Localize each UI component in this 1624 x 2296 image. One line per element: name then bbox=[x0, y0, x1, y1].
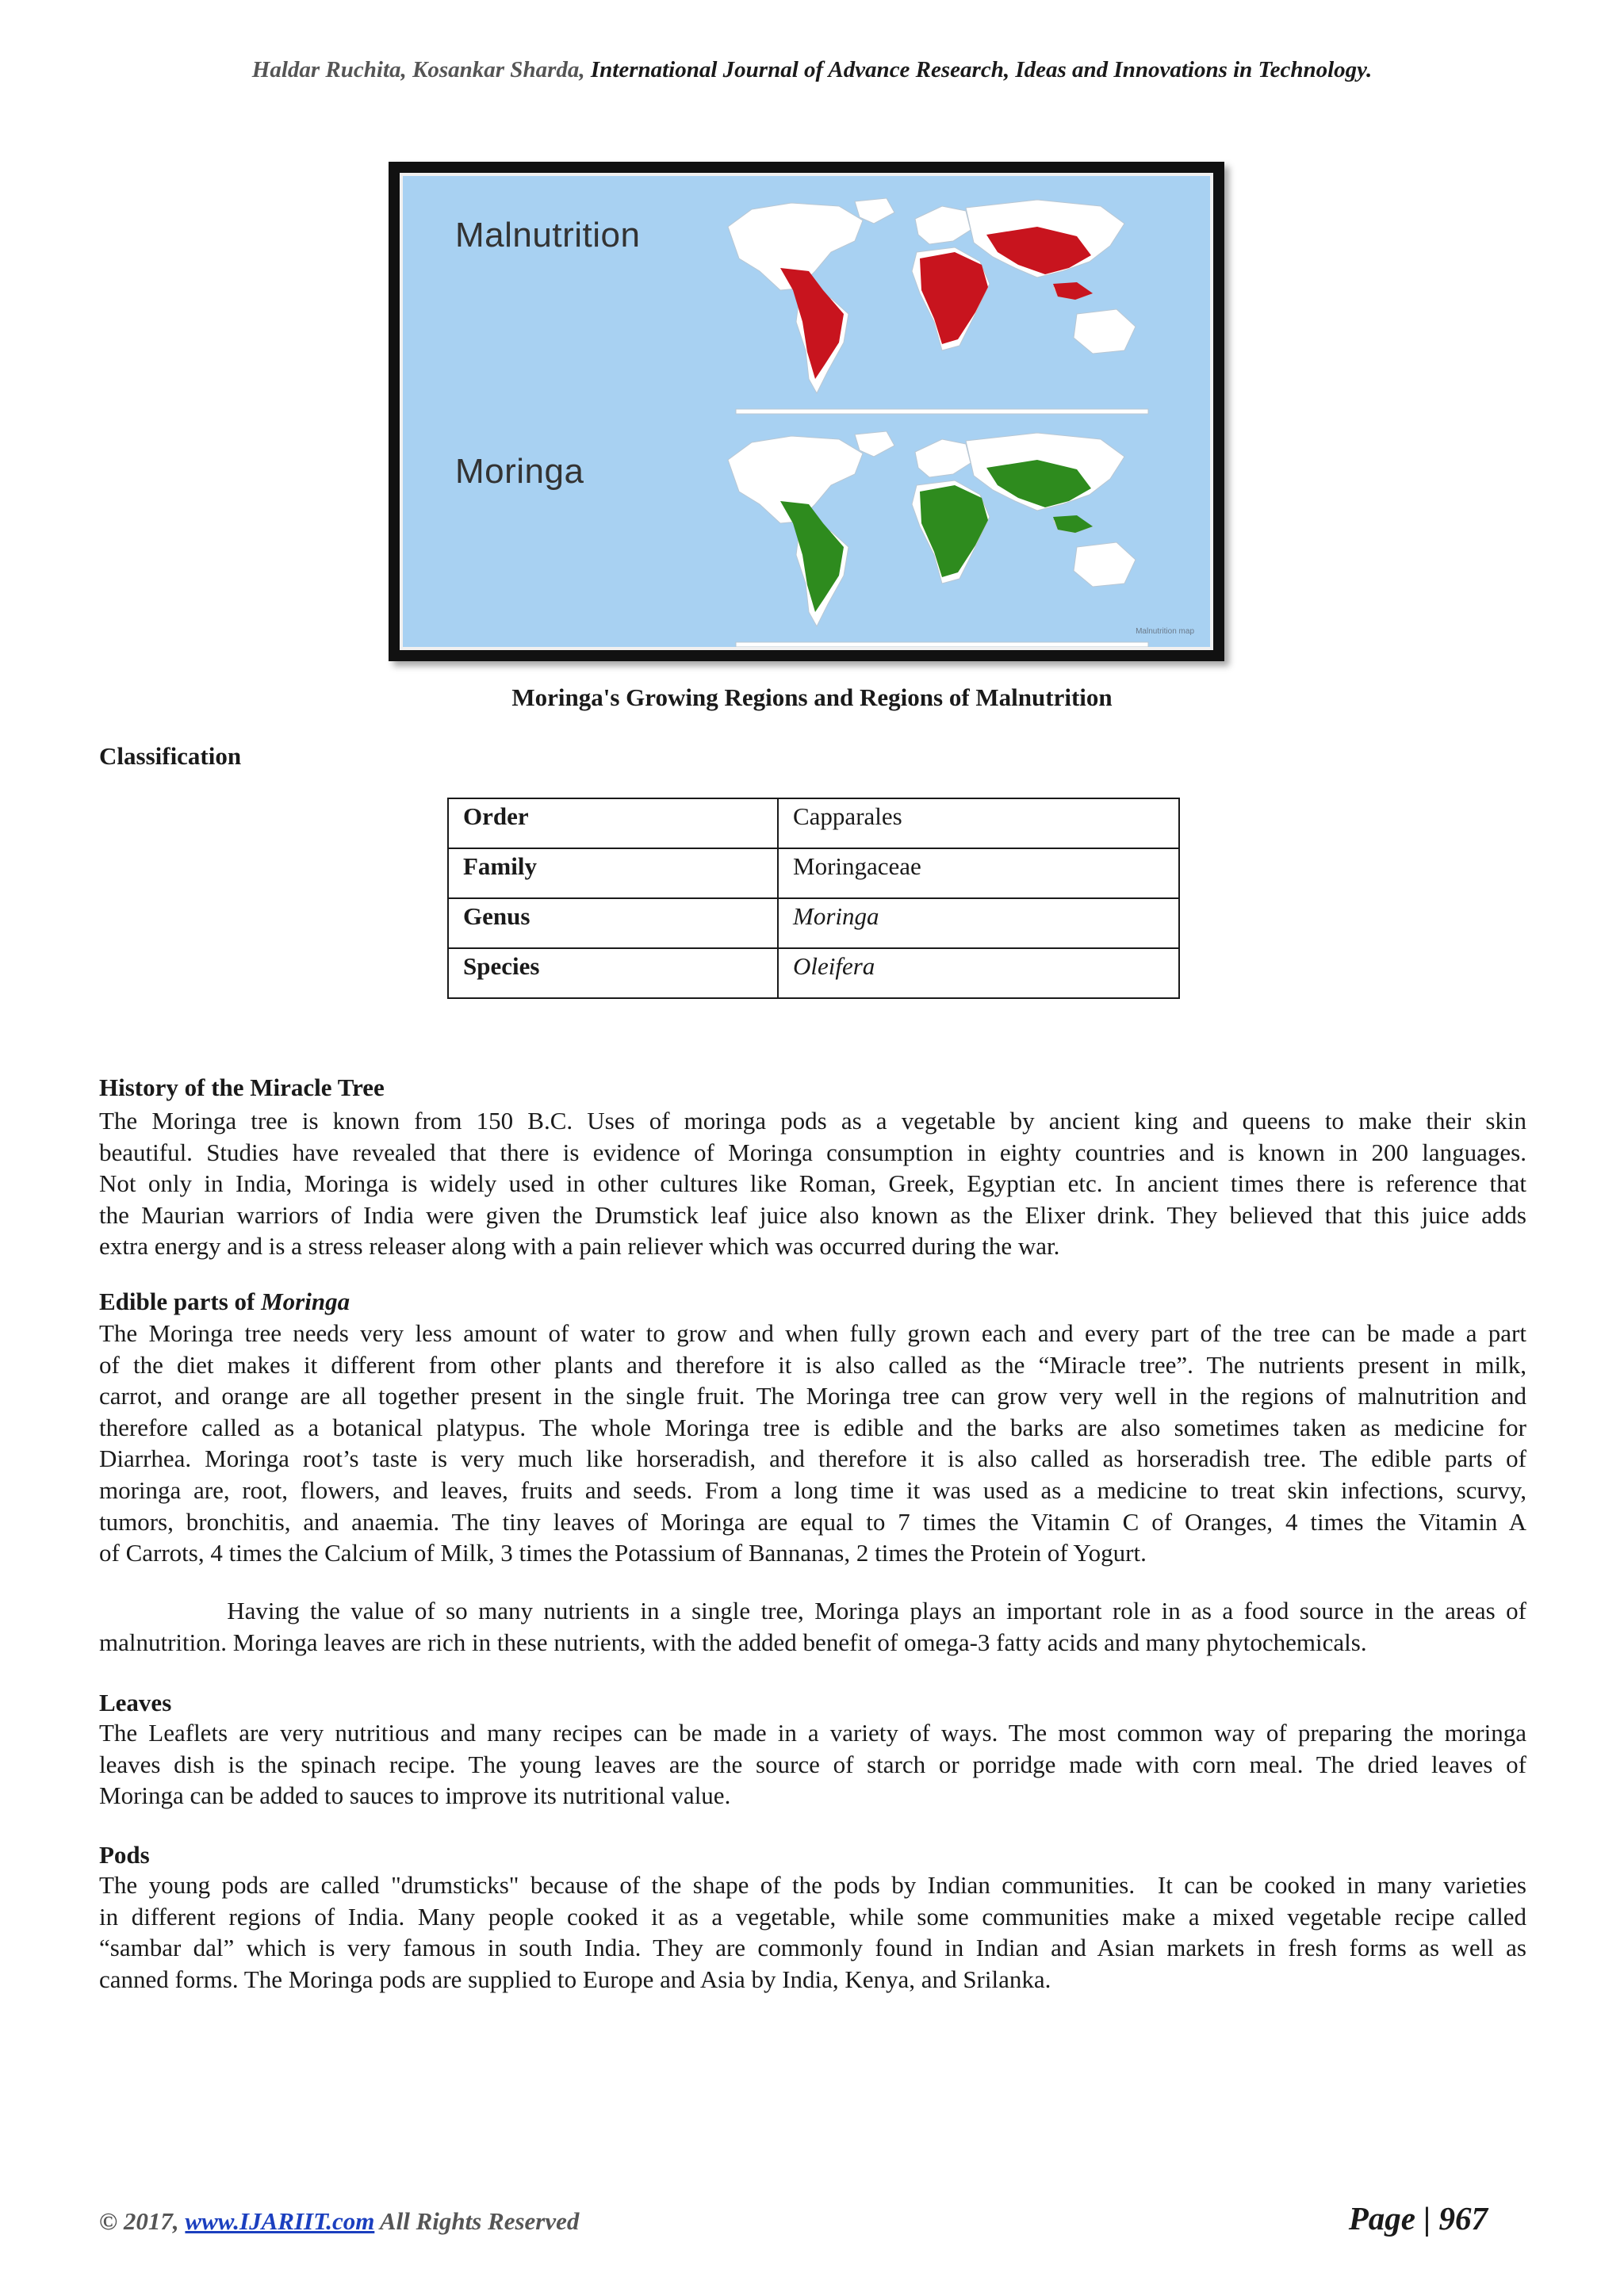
edible-heading bbox=[99, 1288, 350, 1316]
leaves-paragraph bbox=[99, 1717, 1526, 1812]
highlight-region bbox=[780, 268, 844, 379]
paragraph-line: in different regions of India. Many people cooked it as a vegetable, while some communities make a mixed vegetable recipe called bbox=[99, 1902, 1526, 1931]
paragraph-line: The Moringa tree needs very less amount of water to grow and when fully grown each and every part of the tree can be made a part bbox=[99, 1319, 1526, 1347]
pods-paragraph bbox=[99, 1869, 1526, 1995]
pods-heading: Pods bbox=[99, 1841, 150, 1869]
moringa-map bbox=[728, 431, 1148, 647]
edible-heading-italic: Moringa bbox=[261, 1288, 350, 1315]
paragraph-line: Diarrhea. Moringa root’s taste is very much like horseradish, and therefore it is also called as horseradish tree. The edible parts of bbox=[99, 1445, 1526, 1473]
table-row bbox=[448, 948, 1179, 998]
figure-caption: Moringa's Growing Regions and Regions of Malnutrition bbox=[511, 683, 1113, 711]
table-row bbox=[448, 898, 1179, 948]
paragraph-line: malnutrition. Moringa leaves are rich in these nutrients, with the added benefit of omega-3 fatty acids and many phytochemicals. bbox=[99, 1628, 1367, 1656]
footer-copyright bbox=[99, 2207, 579, 2236]
paragraph-line: Not only in India, Moringa is widely used in other cultures like Roman, Greek, Egyptian etc. In ancient times there is reference that bbox=[99, 1169, 1526, 1198]
table-value: Capparales bbox=[778, 798, 1179, 848]
table-value: Moringaceae bbox=[778, 848, 1179, 898]
land-antarctica-strip bbox=[736, 642, 1148, 647]
highlight-region bbox=[920, 485, 988, 577]
malnutrition-map-label: Malnutrition bbox=[455, 216, 641, 254]
table-row bbox=[448, 798, 1179, 848]
paragraph-line: “sambar dal” which is very famous in south India. They are commonly found in Indian and Asian markets in fresh forms as well as bbox=[99, 1934, 1526, 1962]
classification-table bbox=[447, 798, 1180, 999]
map-credit: Malnutrition map bbox=[1136, 627, 1194, 636]
paragraph-line: beautiful. Studies have revealed that there is evidence of Moringa consumption in eighty countries and is known in 200 languages. bbox=[99, 1138, 1526, 1166]
rights-text: All Rights Reserved bbox=[374, 2207, 580, 2235]
land-europe bbox=[915, 206, 971, 244]
paragraph-line: carrot, and orange are all together present in the single fruit. The Moringa tree can grow very well in the regions of malnutrition and bbox=[99, 1382, 1526, 1410]
land-australia bbox=[1074, 309, 1136, 354]
header-authors: Haldar Ruchita, Kosankar Sharda, bbox=[251, 57, 585, 82]
table-key: Genus bbox=[448, 898, 778, 948]
world-maps-figure bbox=[400, 173, 1213, 650]
classification-heading: Classification bbox=[99, 742, 242, 770]
paragraph-line: of the diet makes it different from other plants and therefore it is also called as the “Miracle tree”. The nutrients present in milk, bbox=[99, 1350, 1526, 1379]
table-key: Order bbox=[448, 798, 778, 848]
paragraph-line: extra energy and is a stress releaser along with a pain reliever which was occurred during the war. bbox=[99, 1232, 1060, 1261]
paragraph-line: Having the value of so many nutrients in a single tree, Moringa plays an important role in as a food source in the areas of bbox=[99, 1597, 1526, 1624]
paragraph-line: The young pods are called "drumsticks" because of the shape of the pods by Indian communities. It can be cooked in many varieties bbox=[99, 1871, 1526, 1899]
history-paragraph bbox=[99, 1105, 1526, 1262]
paragraph-line: of Carrots, 4 times the Calcium of Milk, 3 times the Potassium of Bannanas, 2 times the Protein of Yogurt. bbox=[99, 1539, 1147, 1567]
paragraph-line: The Moringa tree is known from 150 B.C. Uses of moringa pods as a vegetable by ancient king and queens to make their skin bbox=[99, 1107, 1526, 1135]
nutrients-paragraph bbox=[99, 1595, 1526, 1658]
paragraph-line: canned forms. The Moringa pods are supplied to Europe and Asia by India, Kenya, and Srilanka. bbox=[99, 1965, 1051, 1993]
header-journal: International Journal of Advance Research, Ideas and Innovations in Technology. bbox=[584, 57, 1373, 82]
page-number: Page | 967 bbox=[1348, 2200, 1488, 2237]
paragraph-line: The Leaflets are very nutritious and many recipes can be made in a variety of ways. The most common way of preparing the moringa bbox=[99, 1719, 1526, 1747]
land-europe bbox=[915, 439, 971, 477]
table-key: Species bbox=[448, 948, 778, 998]
paragraph-line: moringa are, root, flowers, and leaves, fruits and seeds. From a long time it was used as a medicine to treat skin infections, scurvy, bbox=[99, 1475, 1526, 1504]
running-header bbox=[0, 57, 1624, 83]
edible-paragraph bbox=[99, 1318, 1526, 1569]
history-heading: History of the Miracle Tree bbox=[99, 1073, 385, 1101]
highlight-region bbox=[920, 252, 988, 344]
table-value: Moringa bbox=[778, 898, 1179, 948]
paragraph-line: tumors, bronchitis, and anaemia. The tiny leaves of Moringa are equal to 7 times the Vitamin C of Oranges, 4 times the Vitamin A bbox=[99, 1507, 1526, 1536]
paragraph-line: the Maurian warriors of India were given the Drumstick leaf juice also known as the Elixer drink. They believed that this juice adds bbox=[99, 1200, 1526, 1229]
land-antarctica-strip bbox=[736, 409, 1148, 414]
leaves-heading: Leaves bbox=[99, 1689, 172, 1716]
malnutrition-map bbox=[728, 198, 1148, 414]
highlight-region bbox=[780, 501, 844, 612]
moringa-map-label: Moringa bbox=[455, 452, 584, 491]
land-australia bbox=[1074, 542, 1136, 587]
figure-frame bbox=[389, 162, 1224, 661]
paragraph-line: therefore called as a botanical platypus. The whole Moringa tree is edible and the barks are also sometimes taken as medicine for bbox=[99, 1413, 1526, 1441]
table-key: Family bbox=[448, 848, 778, 898]
journal-link[interactable]: www.IJARIIT.com bbox=[185, 2207, 375, 2235]
edible-heading-text: Edible parts of bbox=[99, 1288, 262, 1315]
table-value: Oleifera bbox=[778, 948, 1179, 998]
paragraph-line: Moringa can be added to sauces to improve its nutritional value. bbox=[99, 1781, 731, 1810]
table-row bbox=[448, 848, 1179, 898]
paragraph-line: leaves dish is the spinach recipe. The young leaves are the source of starch or porridge made with corn meal. The dried leaves of bbox=[99, 1750, 1526, 1778]
copyright-text: © 2017, bbox=[99, 2207, 186, 2235]
